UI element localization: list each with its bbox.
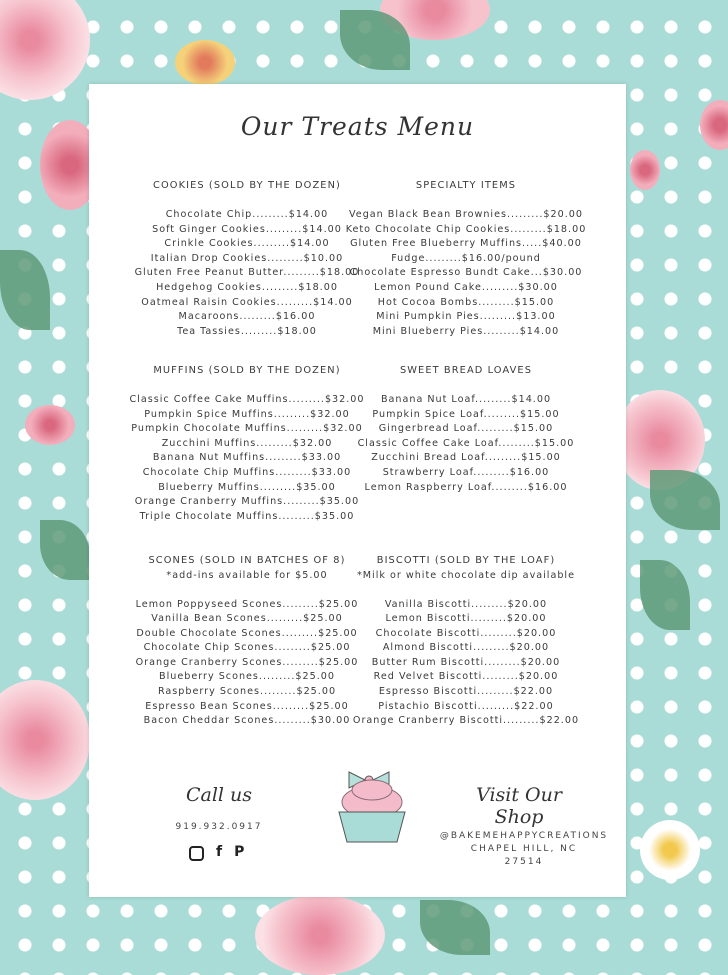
menu-item: Oatmeal Raisin Cookies.........$14.00	[141, 296, 353, 308]
rose-decoration	[0, 680, 90, 800]
menu-card	[89, 84, 626, 897]
social-links	[189, 844, 244, 860]
menu-item: Fudge.........$16.00/pound	[391, 252, 541, 264]
leaf-decoration	[420, 900, 490, 955]
leaf-decoration	[0, 250, 50, 330]
menu-item: Raspberry Scones.........$25.00	[157, 686, 337, 698]
leaf-decoration	[40, 520, 90, 580]
menu-item: Orange Cranberry Biscotti.........$22.00	[352, 715, 580, 727]
instagram-icon[interactable]	[189, 846, 204, 861]
menu-item-list	[339, 598, 593, 729]
menu-item-list	[339, 393, 593, 495]
section-note: *Milk or white chocolate dip available	[356, 569, 575, 581]
menu-item: Blueberry Scones.........$25.00	[159, 671, 335, 683]
menu-item: Pumpkin Spice Loaf.........$15.00	[372, 408, 560, 420]
menu-item: Chocolate Biscotti.........$20.00	[375, 627, 557, 639]
section-heading: BISCOTTI (SOLD BY THE LOAF)	[376, 555, 556, 566]
menu-item: Soft Ginger Cookies.........$14.00	[152, 223, 342, 235]
menu-item: Hot Cocoa Bombs.........$15.00	[377, 296, 555, 308]
menu-item: Banana Nut Muffins.........$33.00	[152, 452, 342, 464]
menu-item: Tea Tassies.........$18.00	[177, 325, 317, 337]
menu-item: Chocolate Chip Scones.........$25.00	[143, 642, 351, 654]
section-specialty	[339, 179, 593, 339]
menu-item: Zucchini Muffins.........$32.00	[161, 437, 333, 449]
phone-number[interactable]: 919.932.0917	[175, 822, 263, 832]
leaf-decoration	[650, 470, 720, 530]
flower-decoration	[175, 40, 235, 85]
shop-zip: 27514	[504, 857, 544, 867]
menu-item: Crinkle Cookies.........$14.00	[164, 238, 330, 250]
facebook-icon[interactable]: f	[216, 844, 223, 860]
menu-item: Italian Drop Cookies.........$10.00	[150, 252, 344, 264]
rose-decoration	[255, 895, 385, 975]
menu-item: Orange Cranberry Muffins.........$35.00	[134, 496, 360, 508]
rose-decoration	[25, 405, 75, 445]
menu-item: Pumpkin Spice Muffins.........$32.00	[144, 408, 350, 420]
social-handle[interactable]: @BAKEMEHAPPYCREATIONS	[439, 831, 609, 841]
menu-item: Keto Chocolate Chip Cookies.........$18.00	[345, 223, 587, 235]
menu-item: Lemon Poppyseed Scones.........$25.00	[135, 598, 359, 610]
section-heading: COOKIES (SOLD BY THE DOZEN)	[153, 180, 341, 191]
section-heading: SPECIALTY ITEMS	[415, 180, 517, 191]
visit-shop-heading: Visit Our Shop	[476, 784, 562, 828]
section-heading: SCONES (SOLD IN BATCHES OF 8)	[148, 555, 346, 566]
section-loaves	[339, 364, 593, 495]
menu-item: Macaroons.........$16.00	[178, 311, 316, 323]
menu-item: Pistachio Biscotti.........$22.00	[378, 700, 554, 712]
menu-item: Chocolate Espresso Bundt Cake...$30.00	[349, 267, 583, 279]
menu-item: Pumpkin Chocolate Muffins.........$32.00	[131, 423, 363, 435]
menu-item: Vanilla Biscotti.........$20.00	[384, 598, 548, 610]
menu-item: Strawberry Loaf.........$16.00	[382, 466, 550, 478]
rose-decoration	[630, 150, 660, 190]
menu-item: Triple Chocolate Muffins.........$35.00	[139, 510, 355, 522]
menu-item: Butter Rum Biscotti.........$20.00	[371, 656, 561, 668]
menu-item: Blueberry Muffins.........$35.00	[158, 481, 336, 493]
menu-item: Orange Cranberry Scones.........$25.00	[135, 656, 359, 668]
menu-item: Mini Blueberry Pies.........$14.00	[372, 325, 560, 337]
section-heading: SWEET BREAD LOAVES	[399, 365, 533, 376]
menu-item: Chocolate Chip.........$14.00	[165, 209, 329, 220]
menu-title: Our Treats Menu	[240, 112, 475, 141]
menu-item: Gluten Free Blueberry Muffins.....$40.00	[350, 238, 582, 250]
menu-item: Zucchini Bread Loaf.........$15.00	[371, 452, 561, 464]
section-note: *add-ins available for $5.00	[166, 569, 328, 581]
menu-item: Lemon Biscotti.........$20.00	[385, 613, 547, 625]
menu-item: Double Chocolate Scones.........$25.00	[136, 627, 358, 639]
shop-city: CHAPEL HILL, NC	[470, 844, 578, 854]
rose-decoration	[700, 100, 728, 150]
menu-item: Classic Coffee Cake Loaf.........$15.00	[357, 437, 575, 449]
menu-item: Espresso Bean Scones.........$25.00	[145, 700, 349, 712]
menu-item: Hedgehog Cookies.........$18.00	[156, 281, 338, 293]
menu-item: Banana Nut Loaf.........$14.00	[380, 394, 552, 405]
menu-item: Espresso Biscotti.........$22.00	[378, 686, 554, 698]
menu-item-list	[339, 208, 593, 339]
menu-item: Red Velvet Biscotti.........$20.00	[373, 671, 559, 683]
flower-decoration	[640, 820, 700, 880]
menu-item: Mini Pumpkin Pies.........$13.00	[376, 311, 556, 323]
menu-item: Bacon Cheddar Scones.........$30.00	[143, 715, 351, 727]
cupcake-illustration	[327, 754, 417, 854]
rose-decoration	[0, 0, 90, 100]
menu-item: Gingerbread Loaf.........$15.00	[378, 423, 554, 435]
pinterest-icon[interactable]: P	[234, 844, 245, 860]
menu-item: Lemon Pound Cake.........$30.00	[374, 281, 558, 293]
menu-item: Classic Coffee Cake Muffins.........$32.00	[129, 394, 365, 405]
section-biscotti	[339, 554, 593, 729]
menu-item: Lemon Raspberry Loaf.........$16.00	[364, 481, 568, 493]
section-heading: MUFFINS (SOLD BY THE DOZEN)	[153, 365, 341, 376]
leaf-decoration	[640, 560, 690, 630]
menu-item: Gluten Free Peanut Butter.........$18.00	[134, 267, 360, 279]
menu-item: Vegan Black Bean Brownies.........$20.00	[348, 209, 583, 220]
menu-item: Chocolate Chip Muffins.........$33.00	[142, 466, 352, 478]
menu-item: Vanilla Bean Scones.........$25.00	[151, 613, 343, 625]
menu-item: Almond Biscotti.........$20.00	[382, 642, 550, 654]
call-us-heading: Call us	[185, 784, 253, 806]
